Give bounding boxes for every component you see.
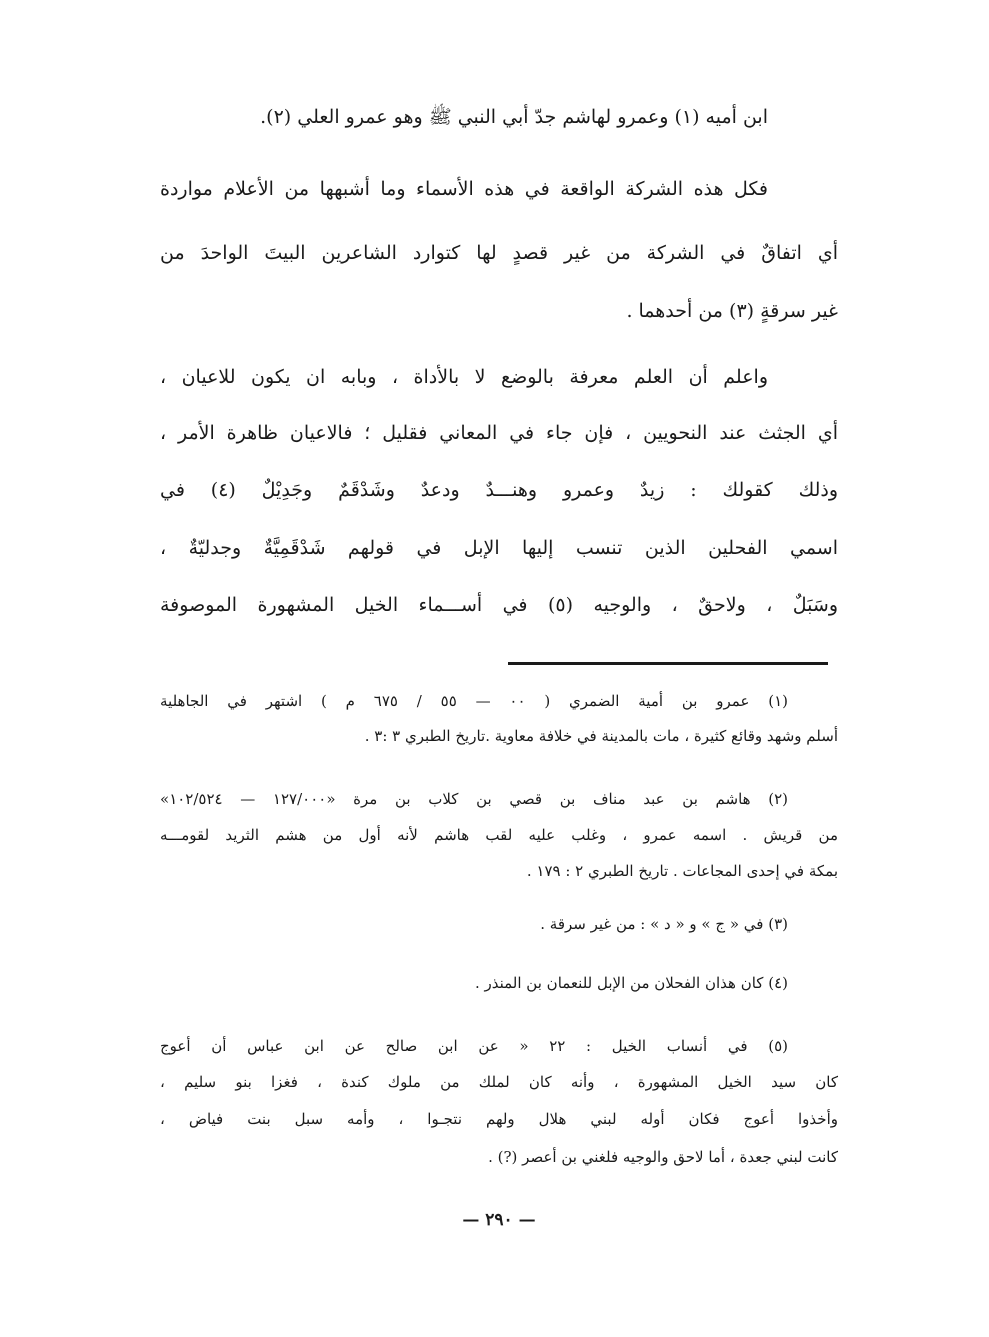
footnote-1-line-1: (١) عمرو بن أمية الضمري ( ٠٠ — ٥٥ / ٦٧٥ م ) اشتهر في الجاهلية [160, 692, 788, 710]
footnote-3: (٣) في « ج » و « د » : من غير سرقة . [540, 915, 788, 933]
page-number: — ٢٩٠ — [462, 1210, 536, 1230]
footnote-separator [508, 662, 828, 665]
footnote-5-line-1: (٥) في أنساب الخيل : ٢٢ « عن ابن صالح عن ابن عباس أن أعوج [160, 1037, 789, 1055]
footnote-2-line-3: بمكة في إحدى المجاعات . تاريخ الطبري ٢ : ١٧٩ . [526, 862, 838, 880]
body-line-3: أي اتفاقٌ في الشركة من غير قصدٍ لها كتوارد الشاعرين البيتَ الواحدَ من [160, 242, 838, 264]
body-line-6: أي الجثث عند النحويين ، فإن جاء في المعاني فقليل ؛ فالاعيان ظاهرة الأمر ، [160, 422, 838, 444]
footnote-2-line-1: (٢) هاشم بن عبد مناف بن قصي بن كلاب بن مرة «١٢٧/٠٠٠ — ١٠٢/٥٢٤» [160, 790, 788, 808]
footnote-5-line-3: وأخذوا أعوج فكان أوله لبني هلال ولهم نتجـوا ، وأمه سبل بنت فياض ، [160, 1110, 838, 1128]
body-line-9: وسَبَلٌ ، ولاحقٌ ، والوجيه (٥) في أســـماء الخيل المشهورة الموصوفة [160, 594, 838, 616]
footnote-4: (٤) كان هذان الفحلان من الإبل للنعمان بن المنذر . [474, 974, 788, 992]
body-line-2: فكل هذه الشركة الواقعة في هذه الأسماء وما أشبهها من الأعلام مواردة [160, 178, 768, 200]
body-line-8: اسمي الفحلين الذين تنسب إليها الإبل في قولهم شَدْقَمِيَّةٌ وجدليّةٌ ، [160, 537, 838, 559]
footnote-2-line-2: من قريش . اسمه عمرو ، وغلب عليه لقب هاشم لأنه أول من هشم الثريد لقومـــه [160, 826, 838, 844]
footnote-5-line-4: كانت لبني جعدة ، أما لاحق والوجيه فلغني بن أعصر (?) . [488, 1148, 838, 1166]
book-page [160, 100, 838, 1280]
footnote-5-line-2: كان سيد الخيل المشهورة ، وأنه كان لملك من ملوك كندة ، فغزا بنو سليم ، [160, 1073, 838, 1091]
body-line-4: غير سرقةٍ (٣) من أحدهما . [626, 300, 838, 322]
body-line-1: ابن أميه (١) وعمرو لهاشم جدّ أبي النبي ﷺ وهو عمرو العلي (٢). [260, 106, 768, 128]
body-line-5: واعلم أن العلم معرفة بالوضع لا بالأداة ، وبابه ان يكون للاعيان ، [160, 366, 768, 388]
body-line-7: وذلك كقولك : زيدٌ وعمرو وهنـــدٌ ودعدٌ وشَدْقَمٌ وجَدِيْلٌ (٤) في [160, 479, 839, 501]
footnote-1-line-2: أسلم وشهد وقائع كثيرة ، مات بالمدينة في خلافة معاوية .تاريخ الطبري ٣ :٣ . [364, 727, 838, 745]
